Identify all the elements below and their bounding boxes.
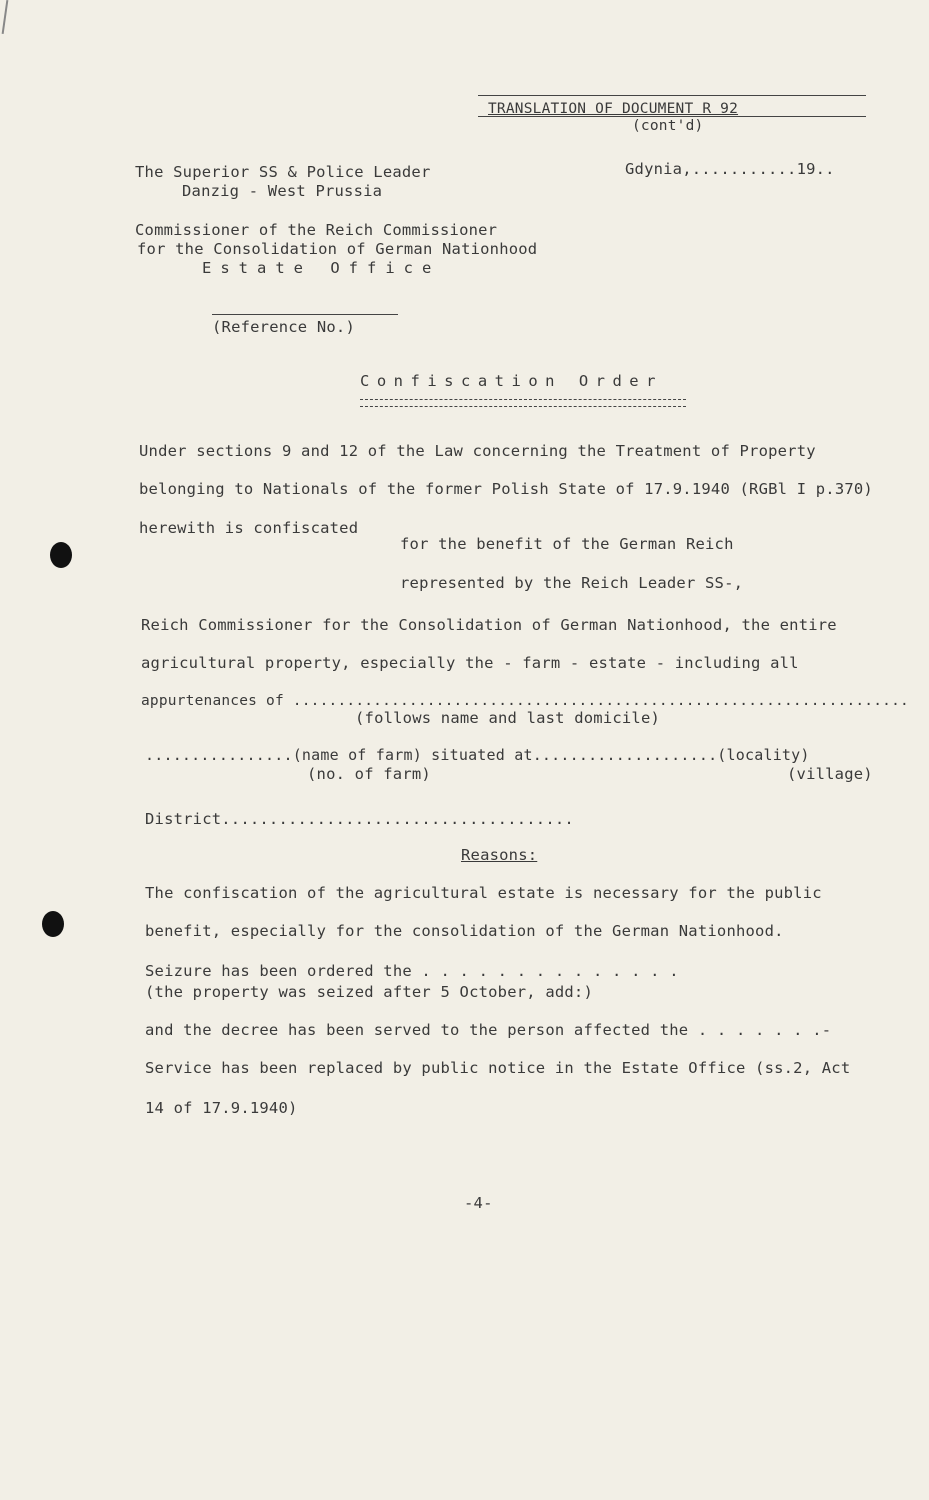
body-line-2: belonging to Nationals of the former Polish State of 17.9.1940 (RGBl I p.370) — [139, 480, 873, 498]
body-line-9: ................(name of farm) situated at....................(locality) — [145, 746, 810, 764]
header-top-rule — [478, 95, 866, 96]
sender-line-1: The Superior SS & Police Leader — [135, 163, 431, 181]
sender-line-3: Commissioner of the Reich Commissioner — [135, 221, 498, 239]
reasons-line-7: 14 of 17.9.1940) — [145, 1099, 298, 1117]
sender-line-4: for the Consolidation of German Nationhood — [137, 240, 538, 258]
page-edge-mark — [2, 0, 9, 34]
reasons-line-6: Service has been replaced by public notice in the Estate Office (ss.2, Act — [145, 1059, 851, 1077]
body-line-1: Under sections 9 and 12 of the Law concerning the Treatment of Property — [139, 442, 816, 460]
reference-rule — [212, 314, 398, 315]
body-line-9-farm-no: (no. of farm) — [307, 765, 431, 783]
document-title: Confiscation Order — [360, 372, 663, 390]
page-number: -4- — [464, 1194, 493, 1212]
reasons-line-1: The confiscation of the agricultural estate is necessary for the public — [145, 884, 822, 902]
body-line-6: Reich Commissioner for the Consolidation of German Nationhood, the entire — [141, 616, 837, 634]
body-line-4: for the benefit of the German Reich — [400, 535, 734, 553]
estate-office: Estate Office — [202, 259, 441, 277]
title-underline-1 — [360, 399, 686, 400]
body-line-5: represented by the Reich Leader SS-, — [400, 574, 744, 592]
sender-line-2: Danzig - West Prussia — [182, 182, 383, 200]
body-line-7: agricultural property, especially the - farm - estate - including all — [141, 654, 799, 672]
reasons-line-2: benefit, especially for the consolidation of the German Nationhood. — [145, 922, 784, 940]
reasons-heading: Reasons: — [461, 846, 538, 864]
body-line-3: herewith is confiscated — [139, 519, 359, 537]
translation-title: TRANSLATION OF DOCUMENT R 92 — [488, 101, 739, 117]
punch-hole-top — [50, 542, 72, 568]
body-line-8-note: (follows name and last domicile) — [355, 709, 661, 727]
reasons-line-4: (the property was seized after 5 October, add:) — [145, 983, 593, 1001]
place-date: Gdynia,...........19.. — [625, 160, 835, 178]
body-line-district: District..................................... — [145, 810, 574, 828]
reasons-line-3: Seizure has been ordered the . . . . . . . . . . . . . . — [145, 962, 679, 980]
reasons-line-5: and the decree has been served to the person affected the . . . . . . .- — [145, 1021, 832, 1039]
body-line-8: appurtenances of ..................................................................... — [141, 693, 909, 709]
reference-no: (Reference No.) — [212, 318, 355, 336]
title-underline-2 — [360, 406, 686, 407]
body-line-9-village: (village) — [787, 765, 873, 783]
contd-label: (cont'd) — [632, 118, 704, 134]
punch-hole-bottom — [42, 911, 64, 937]
